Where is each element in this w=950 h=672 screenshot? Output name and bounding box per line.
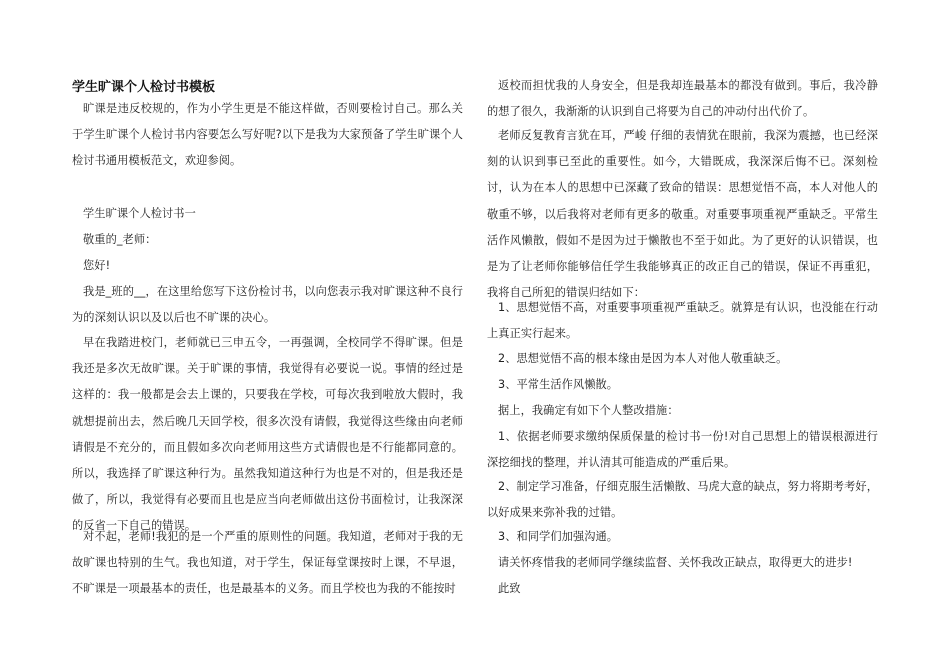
body-paragraph: 老师反复教育言犹在耳，严峻 仔细的表情犹在眼前，我深为震撼，也已经深刻的认识到事已至此的重要性。如今，大错既成，我深深后悔不已。深刻检讨，认为在本人的思想中已深藏了致命的错误：思想觉悟不高，本人对他人的敬重不够，以后我将对老师有更多的敬重。对重要事项重视严重缺乏。平常生活作风懒散，假如不是因为过于懒散也不至于如此。为了更好的认识错误，也是为了让老师你能够信任学生我能够真正的改正自己的错误，保证不再重犯，我将自己所犯的错误归结如下： — [487, 129, 878, 300]
body-paragraph: 早在我踏进校门，老师就已三申五令，一再强调，全校同学不得旷课。但是我还是多次无故旷课。关于旷课的事情，我觉得有必要说一说。事情的经过是这样的：我一般都是会去上课的，只要我在学校，可每次我到啦放大假时，我就想提前出去，然后晚几天回学校，很多次没有请假，我觉得这些缘由向老师请假是不充分的，而且假如多次向老师用这些方式请假也是不行能都同意的。所以，我选择了旷课这种行为。虽然我知道这种行为也是不对的，但是我还是做了，所以，我觉得有必要而且也是应当向老师做出这份书面检讨，让我深深的反省一下自己的错误。 — [72, 336, 463, 533]
body-paragraph: 返校而担忧我的人身安全，但是我却连最基本的都没有做到。事后，我冷静的想了很久，我渐渐的认识到自己将要为自己的冲动付出代价了。 — [487, 79, 878, 119]
greeting: 您好! — [83, 259, 111, 272]
body-paragraph: 对不起，老师!我犯的是一个严重的原则性的问题。我知道，老师对于我的无故旷课也特别的生气。我也知道，对于学生，保证每堂课按时上课，不早退，不旷课是一项最基本的责任，也是最基本的义务。而且学校也为我的不能按时 — [72, 530, 463, 596]
list-item: 3、平常生活作风懒散。 — [498, 378, 619, 391]
document-title: 学生旷课个人检讨书模板 — [72, 80, 216, 95]
list-item: 1、依据老师要求缴纳保质保量的检讨书一份!对自己思想上的错误根源进行深挖细找的整理，并认清其可能造成的严重后果。 — [487, 430, 878, 470]
list-item: 3、和同学们加强沟通。 — [498, 530, 619, 543]
closing-line: 此致 — [498, 582, 521, 595]
body-paragraph: 据上，我确定有如下个人整改措施： — [498, 404, 679, 417]
list-item: 1、思想觉悟不高，对重要事项重视严重缺乏。就算是有认识，也没能在行动上真正实行起来。 — [487, 301, 878, 341]
body-paragraph: 我是_班的__，在这里给您写下这份检讨书，以向您表示我对旷课这种不良行为的深刻认识以及以后也不旷课的决心。 — [72, 285, 463, 325]
salutation: 敬重的_老师： — [83, 233, 157, 246]
list-item: 2、制定学习准备，仔细克服生活懒散、马虎大意的缺点，努力将期考考好，以好成果来弥补我的过错。 — [487, 480, 878, 520]
list-item: 2、思想觉悟不高的根本缘由是因为本人对他人敬重缺乏。 — [498, 352, 788, 365]
closing-paragraph: 请关怀疼惜我的老师同学继续监督、关怀我改正缺点，取得更大的进步! — [498, 556, 853, 569]
intro-paragraph: 旷课是违反校规的，作为小学生更是不能这样做，否则要检讨自己。那么关于学生旷课个人检讨书内容要怎么写好呢?以下是我为大家预备了学生旷课个人检讨书通用模板范文，欢迎参阅。 — [72, 102, 463, 168]
section-heading: 学生旷课个人检讨书一 — [83, 207, 196, 220]
